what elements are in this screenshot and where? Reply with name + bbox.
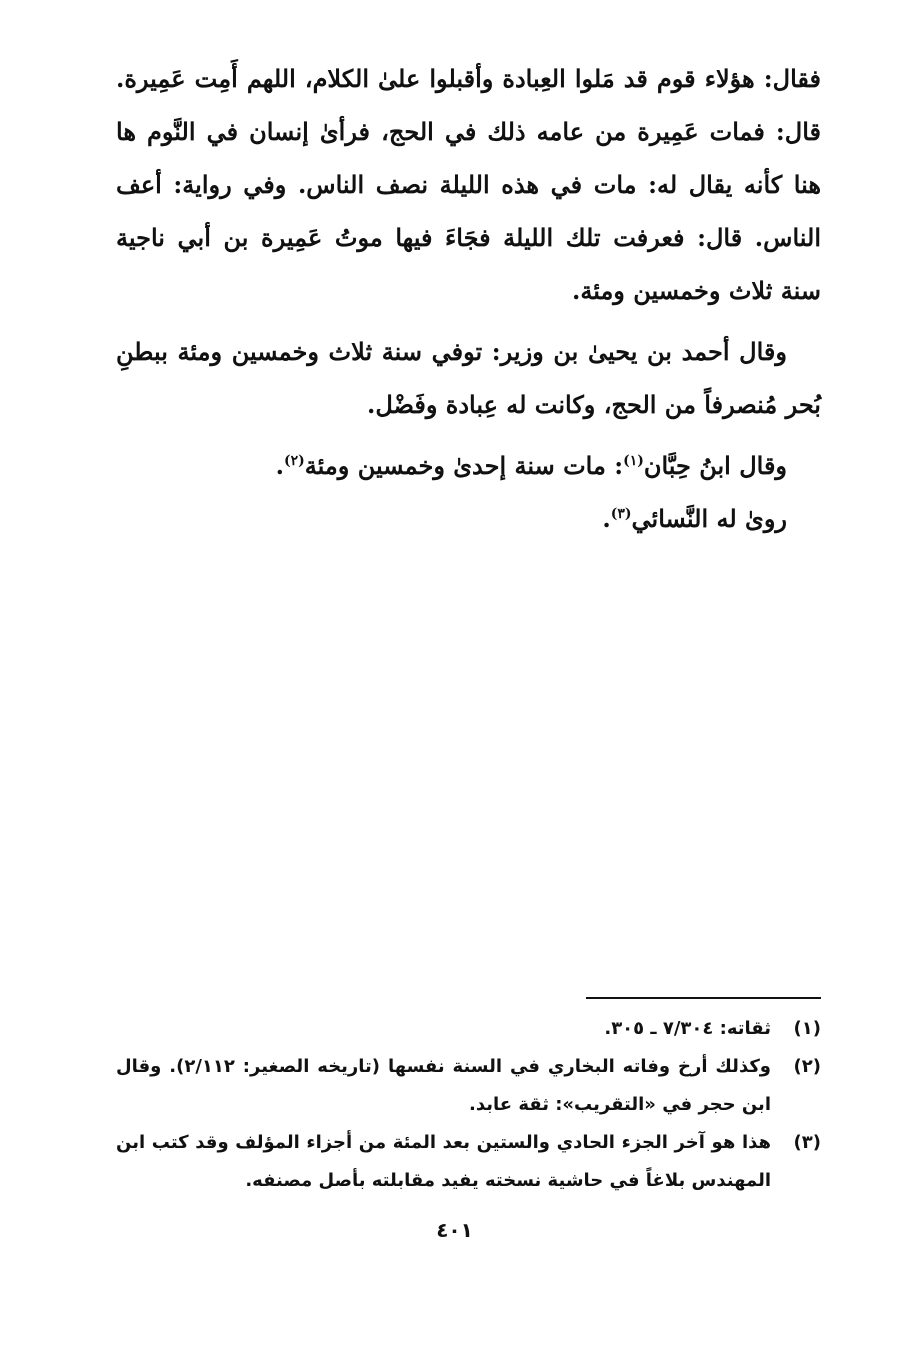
paragraph-1: فقال: هؤلاء قوم قد مَلوا العِبادة وأقبلوا علىٰ الكلام، اللهم أَمِت عَمِيرة. قال: فمات عَمِيرة من عامه ذلك في الحج، فرأىٰ إنسان في النَّوم ها هنا كأنه يقال له: مات في هذه الليلة نصف الناس. وفي رواية: أعف الناس. قال: فعرفت تلك الليلة فجَاءَ فيها موتُ عَمِيرة بن أبي ناجية سنة ثلاث وخمسين ومئة. <box>116 64 821 305</box>
paragraph-4-text: روىٰ له النَّسائي <box>631 504 787 533</box>
footnote-separator <box>586 997 821 999</box>
footnote-number: (١) <box>793 1018 821 1039</box>
paragraph-3-mid: : مات سنة إحدىٰ وخمسين ومئة <box>304 451 624 480</box>
paragraph-4 <box>116 492 821 545</box>
paragraph-3-text: وقال ابنُ حِبَّان <box>643 451 787 480</box>
page-number: ٤٠١ <box>436 1218 473 1242</box>
main-text-block <box>116 52 821 545</box>
footnote-text: وكذلك أرخ وفاته البخاري في السنة نفسها (تاريخه الصغير: ٢/١١٢). وقال ابن حجر في «التقريب»: ثقة عابد. <box>116 1056 771 1115</box>
footnote-ref-2[interactable]: (٢) <box>284 453 305 469</box>
footnote-number: (٣) <box>793 1132 821 1153</box>
footnote-text: ثقاته: ٧/٣٠٤ ـ ٣٠٥. <box>604 1018 771 1039</box>
paragraph-3-end: . <box>275 451 284 480</box>
footnote-ref-1[interactable]: (١) <box>623 453 644 469</box>
footnote-1 <box>116 1010 821 1048</box>
footnote-ref-3[interactable]: (٣) <box>610 506 632 522</box>
paragraph-4-end: . <box>602 504 611 533</box>
footnote-text: هذا هو آخر الجزء الحادي والستين بعد المئة من أجزاء المؤلف وقد كتب ابن المهندس بلاغاً في حاشية نسخته يفيد مقابلته بأصل مصنفه. <box>116 1132 771 1191</box>
footnote-3 <box>116 1124 821 1200</box>
footnote-number: (٢) <box>793 1056 821 1077</box>
paragraph-2: وقال أحمد بن يحيىٰ بن وزير: توفي سنة ثلاث وخمسين ومئة ببطنِ بُحر مُنصرفاً من الحج، وكانت له عِبادة وفَضْل. <box>116 337 821 419</box>
footnotes <box>116 1010 821 1200</box>
paragraph-3 <box>116 439 821 492</box>
footnote-2 <box>116 1048 821 1124</box>
